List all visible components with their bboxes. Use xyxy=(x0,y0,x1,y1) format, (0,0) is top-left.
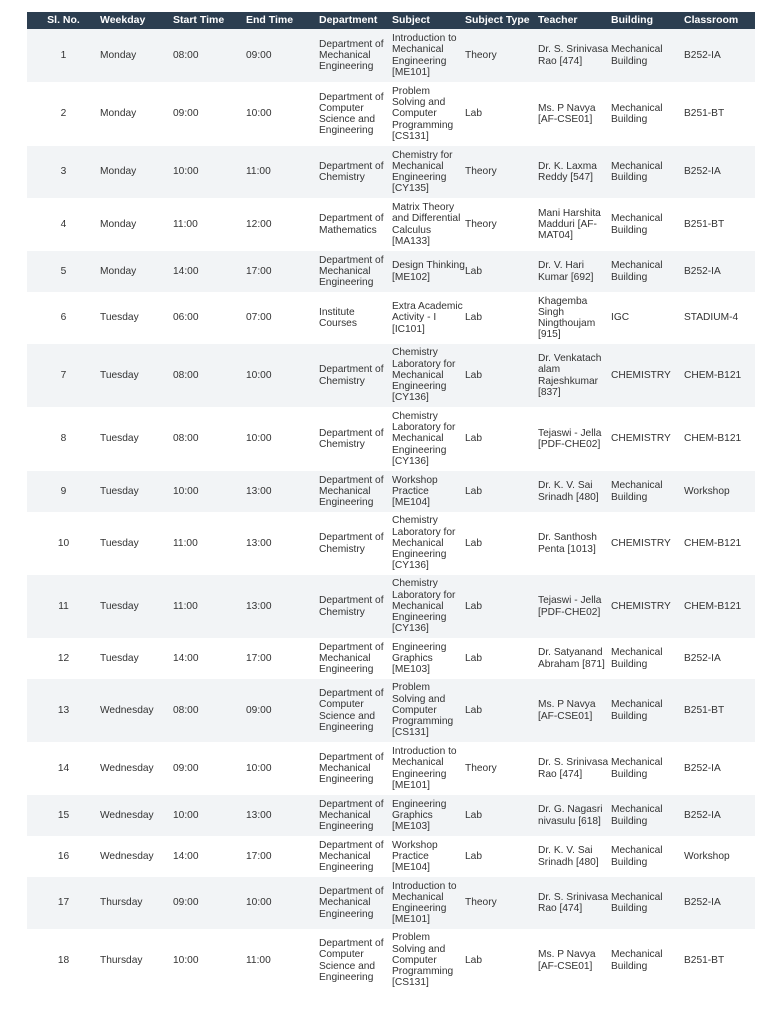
cell-start-time: 10:00 xyxy=(173,929,246,992)
cell-teacher: Dr. K. V. Sai Srinadh [480] xyxy=(538,836,611,877)
cell-subject: Workshop Practice [ME104] xyxy=(392,836,465,877)
cell-weekday: Wednesday xyxy=(100,742,173,795)
cell-teacher: Tejaswi - Jella [PDF-CHE02] xyxy=(538,575,611,638)
cell-classroom: B252-IA xyxy=(684,877,755,929)
cell-classroom: Workshop xyxy=(684,836,755,877)
cell-start-time: 10:00 xyxy=(173,795,246,836)
cell-start-time: 08:00 xyxy=(173,344,246,407)
cell-start-time: 09:00 xyxy=(173,82,246,146)
cell-start-time: 09:00 xyxy=(173,877,246,929)
cell-department: Department of Mechanical Engineering xyxy=(319,29,392,82)
header-department[interactable]: Department xyxy=(319,12,392,29)
cell-department: Department of Mechanical Engineering xyxy=(319,877,392,929)
cell-end-time: 10:00 xyxy=(246,82,319,146)
cell-sl-no: 13 xyxy=(27,679,100,742)
cell-department: Department of Mechanical Engineering xyxy=(319,836,392,877)
cell-sl-no: 16 xyxy=(27,836,100,877)
table-row xyxy=(27,198,755,251)
header-start-time[interactable]: Start Time xyxy=(173,12,246,29)
cell-end-time: 13:00 xyxy=(246,575,319,638)
cell-teacher: Dr. G. Nagasri nivasulu [618] xyxy=(538,795,611,836)
cell-subject-type: Lab xyxy=(465,512,538,575)
cell-classroom: B251-BT xyxy=(684,82,755,146)
cell-building: Mechanical Building xyxy=(611,877,684,929)
cell-department: Department of Chemistry xyxy=(319,512,392,575)
cell-building: Mechanical Building xyxy=(611,929,684,992)
cell-end-time: 11:00 xyxy=(246,929,319,992)
cell-sl-no: 15 xyxy=(27,795,100,836)
cell-sl-no: 4 xyxy=(27,198,100,251)
cell-teacher: Mani Harshita Madduri [AF-MAT04] xyxy=(538,198,611,251)
table-row xyxy=(27,836,755,877)
cell-subject-type: Lab xyxy=(465,638,538,679)
header-row xyxy=(27,12,755,29)
cell-sl-no: 2 xyxy=(27,82,100,146)
cell-start-time: 11:00 xyxy=(173,512,246,575)
cell-subject-type: Lab xyxy=(465,292,538,344)
cell-sl-no: 18 xyxy=(27,929,100,992)
cell-subject: Engineering Graphics [ME103] xyxy=(392,795,465,836)
cell-weekday: Wednesday xyxy=(100,679,173,742)
cell-start-time: 08:00 xyxy=(173,679,246,742)
cell-subject-type: Theory xyxy=(465,146,538,198)
cell-subject-type: Lab xyxy=(465,836,538,877)
cell-subject-type: Lab xyxy=(465,575,538,638)
cell-subject-type: Theory xyxy=(465,877,538,929)
cell-subject: Introduction to Mechanical Engineering [ME101] xyxy=(392,29,465,82)
table-row xyxy=(27,929,755,992)
cell-subject-type: Lab xyxy=(465,407,538,471)
table-row xyxy=(27,471,755,512)
cell-subject: Problem Solving and Computer Programming [CS131] xyxy=(392,82,465,146)
cell-subject-type: Lab xyxy=(465,471,538,512)
cell-subject-type: Lab xyxy=(465,251,538,292)
cell-building: Mechanical Building xyxy=(611,198,684,251)
cell-classroom: B251-BT xyxy=(684,679,755,742)
cell-teacher: Dr. K. Laxma Reddy [547] xyxy=(538,146,611,198)
table-row xyxy=(27,82,755,146)
table-row xyxy=(27,512,755,575)
table-row xyxy=(27,344,755,407)
table-row xyxy=(27,742,755,795)
header-classroom[interactable]: Classroom xyxy=(684,12,755,29)
cell-department: Department of Mechanical Engineering xyxy=(319,471,392,512)
cell-subject-type: Theory xyxy=(465,29,538,82)
cell-building: Mechanical Building xyxy=(611,471,684,512)
cell-subject: Introduction to Mechanical Engineering [ME101] xyxy=(392,877,465,929)
header-teacher[interactable]: Teacher xyxy=(538,12,611,29)
header-weekday[interactable]: Weekday xyxy=(100,12,173,29)
cell-weekday: Thursday xyxy=(100,877,173,929)
cell-subject-type: Theory xyxy=(465,742,538,795)
cell-end-time: 17:00 xyxy=(246,638,319,679)
header-subject-type[interactable]: Subject Type xyxy=(465,12,538,29)
cell-department: Department of Chemistry xyxy=(319,344,392,407)
header-sl-no[interactable]: Sl. No. xyxy=(27,12,100,29)
cell-start-time: 11:00 xyxy=(173,198,246,251)
cell-subject: Chemistry for Mechanical Engineering [CY135] xyxy=(392,146,465,198)
cell-department: Department of Computer Science and Engineering xyxy=(319,82,392,146)
cell-subject: Chemistry Laboratory for Mechanical Engineering [CY136] xyxy=(392,344,465,407)
cell-subject: Chemistry Laboratory for Mechanical Engineering [CY136] xyxy=(392,575,465,638)
cell-subject-type: Lab xyxy=(465,679,538,742)
cell-department: Department of Mechanical Engineering xyxy=(319,795,392,836)
cell-sl-no: 1 xyxy=(27,29,100,82)
cell-end-time: 11:00 xyxy=(246,146,319,198)
cell-end-time: 13:00 xyxy=(246,471,319,512)
cell-weekday: Tuesday xyxy=(100,471,173,512)
cell-weekday: Monday xyxy=(100,82,173,146)
cell-weekday: Tuesday xyxy=(100,638,173,679)
cell-weekday: Tuesday xyxy=(100,344,173,407)
cell-end-time: 10:00 xyxy=(246,344,319,407)
cell-end-time: 17:00 xyxy=(246,251,319,292)
cell-start-time: 09:00 xyxy=(173,742,246,795)
cell-classroom: Workshop xyxy=(684,471,755,512)
table-row xyxy=(27,679,755,742)
cell-start-time: 10:00 xyxy=(173,146,246,198)
cell-building: IGC xyxy=(611,292,684,344)
cell-department: Institute Courses xyxy=(319,292,392,344)
cell-subject: Chemistry Laboratory for Mechanical Engineering [CY136] xyxy=(392,407,465,471)
cell-classroom: B252-IA xyxy=(684,795,755,836)
cell-end-time: 17:00 xyxy=(246,836,319,877)
cell-building: Mechanical Building xyxy=(611,742,684,795)
cell-department: Department of Mechanical Engineering xyxy=(319,742,392,795)
cell-sl-no: 7 xyxy=(27,344,100,407)
cell-start-time: 14:00 xyxy=(173,251,246,292)
header-subject[interactable]: Subject xyxy=(392,12,465,29)
cell-subject: Introduction to Mechanical Engineering [ME101] xyxy=(392,742,465,795)
cell-classroom: B251-BT xyxy=(684,929,755,992)
cell-building: CHEMISTRY xyxy=(611,575,684,638)
cell-classroom: B252-IA xyxy=(684,251,755,292)
cell-department: Department of Chemistry xyxy=(319,407,392,471)
cell-teacher: Dr. Satyanand Abraham [871] xyxy=(538,638,611,679)
cell-teacher: Tejaswi - Jella [PDF-CHE02] xyxy=(538,407,611,471)
cell-weekday: Tuesday xyxy=(100,292,173,344)
cell-subject-type: Lab xyxy=(465,82,538,146)
cell-subject: Extra Academic Activity - I [IC101] xyxy=(392,292,465,344)
cell-subject-type: Lab xyxy=(465,344,538,407)
cell-weekday: Monday xyxy=(100,29,173,82)
cell-building: Mechanical Building xyxy=(611,795,684,836)
cell-teacher: Dr. K. V. Sai Srinadh [480] xyxy=(538,471,611,512)
table-row xyxy=(27,877,755,929)
cell-building: Mechanical Building xyxy=(611,146,684,198)
cell-start-time: 11:00 xyxy=(173,575,246,638)
cell-start-time: 14:00 xyxy=(173,836,246,877)
cell-start-time: 08:00 xyxy=(173,29,246,82)
cell-teacher: Dr. S. Srinivasa Rao [474] xyxy=(538,877,611,929)
cell-building: Mechanical Building xyxy=(611,29,684,82)
cell-weekday: Monday xyxy=(100,198,173,251)
cell-teacher: Dr. S. Srinivasa Rao [474] xyxy=(538,742,611,795)
cell-subject: Problem Solving and Computer Programming [CS131] xyxy=(392,679,465,742)
cell-weekday: Wednesday xyxy=(100,836,173,877)
cell-weekday: Tuesday xyxy=(100,575,173,638)
cell-teacher: Ms. P Navya [AF-CSE01] xyxy=(538,679,611,742)
cell-end-time: 13:00 xyxy=(246,512,319,575)
cell-classroom: B252-IA xyxy=(684,29,755,82)
cell-sl-no: 5 xyxy=(27,251,100,292)
cell-classroom: B252-IA xyxy=(684,742,755,795)
cell-weekday: Tuesday xyxy=(100,512,173,575)
cell-weekday: Wednesday xyxy=(100,795,173,836)
cell-teacher: Dr. V. Hari Kumar [692] xyxy=(538,251,611,292)
cell-classroom: CHEM-B121 xyxy=(684,344,755,407)
cell-sl-no: 6 xyxy=(27,292,100,344)
cell-end-time: 09:00 xyxy=(246,29,319,82)
cell-subject-type: Lab xyxy=(465,795,538,836)
cell-start-time: 10:00 xyxy=(173,471,246,512)
cell-subject: Chemistry Laboratory for Mechanical Engineering [CY136] xyxy=(392,512,465,575)
cell-classroom: B252-IA xyxy=(684,146,755,198)
cell-building: CHEMISTRY xyxy=(611,407,684,471)
cell-sl-no: 3 xyxy=(27,146,100,198)
cell-building: Mechanical Building xyxy=(611,82,684,146)
cell-sl-no: 11 xyxy=(27,575,100,638)
cell-subject: Matrix Theory and Differential Calculus [MA133] xyxy=(392,198,465,251)
cell-building: CHEMISTRY xyxy=(611,512,684,575)
cell-department: Department of Mechanical Engineering xyxy=(319,638,392,679)
table-row xyxy=(27,251,755,292)
cell-classroom: CHEM-B121 xyxy=(684,407,755,471)
cell-subject: Engineering Graphics [ME103] xyxy=(392,638,465,679)
table-body xyxy=(27,29,755,992)
timetable xyxy=(27,12,755,992)
cell-start-time: 08:00 xyxy=(173,407,246,471)
cell-end-time: 12:00 xyxy=(246,198,319,251)
cell-start-time: 06:00 xyxy=(173,292,246,344)
cell-subject-type: Lab xyxy=(465,929,538,992)
cell-subject: Problem Solving and Computer Programming [CS131] xyxy=(392,929,465,992)
table-row xyxy=(27,407,755,471)
cell-weekday: Tuesday xyxy=(100,407,173,471)
cell-teacher: Dr. S. Srinivasa Rao [474] xyxy=(538,29,611,82)
table-header xyxy=(27,12,755,29)
cell-sl-no: 17 xyxy=(27,877,100,929)
cell-teacher: Dr. Santhosh Penta [1013] xyxy=(538,512,611,575)
cell-end-time: 10:00 xyxy=(246,407,319,471)
table-row xyxy=(27,575,755,638)
cell-subject-type: Theory xyxy=(465,198,538,251)
table-row xyxy=(27,29,755,82)
cell-building: CHEMISTRY xyxy=(611,344,684,407)
cell-building: Mechanical Building xyxy=(611,638,684,679)
table-row xyxy=(27,795,755,836)
cell-building: Mechanical Building xyxy=(611,251,684,292)
cell-department: Department of Computer Science and Engineering xyxy=(319,929,392,992)
cell-sl-no: 12 xyxy=(27,638,100,679)
cell-end-time: 13:00 xyxy=(246,795,319,836)
cell-department: Department of Chemistry xyxy=(319,146,392,198)
cell-teacher: Khagemba Singh Ningthoujam [915] xyxy=(538,292,611,344)
cell-sl-no: 14 xyxy=(27,742,100,795)
cell-end-time: 09:00 xyxy=(246,679,319,742)
cell-weekday: Thursday xyxy=(100,929,173,992)
table-row xyxy=(27,146,755,198)
cell-end-time: 07:00 xyxy=(246,292,319,344)
cell-sl-no: 9 xyxy=(27,471,100,512)
header-end-time[interactable]: End Time xyxy=(246,12,319,29)
cell-department: Department of Chemistry xyxy=(319,575,392,638)
cell-start-time: 14:00 xyxy=(173,638,246,679)
cell-department: Department of Computer Science and Engineering xyxy=(319,679,392,742)
table-row xyxy=(27,292,755,344)
cell-building: Mechanical Building xyxy=(611,836,684,877)
cell-classroom: B252-IA xyxy=(684,638,755,679)
cell-end-time: 10:00 xyxy=(246,877,319,929)
cell-subject: Design Thinking [ME102] xyxy=(392,251,465,292)
cell-classroom: B251-BT xyxy=(684,198,755,251)
cell-department: Department of Mechanical Engineering xyxy=(319,251,392,292)
cell-weekday: Monday xyxy=(100,251,173,292)
cell-sl-no: 8 xyxy=(27,407,100,471)
cell-classroom: CHEM-B121 xyxy=(684,575,755,638)
cell-weekday: Monday xyxy=(100,146,173,198)
table-row xyxy=(27,638,755,679)
cell-classroom: CHEM-B121 xyxy=(684,512,755,575)
cell-end-time: 10:00 xyxy=(246,742,319,795)
cell-teacher: Dr. Venkatach alam Rajeshkumar [837] xyxy=(538,344,611,407)
timetable-container xyxy=(27,12,755,992)
cell-subject: Workshop Practice [ME104] xyxy=(392,471,465,512)
cell-sl-no: 10 xyxy=(27,512,100,575)
cell-teacher: Ms. P Navya [AF-CSE01] xyxy=(538,929,611,992)
cell-classroom: STADIUM-4 xyxy=(684,292,755,344)
cell-building: Mechanical Building xyxy=(611,679,684,742)
cell-department: Department of Mathematics xyxy=(319,198,392,251)
cell-teacher: Ms. P Navya [AF-CSE01] xyxy=(538,82,611,146)
header-building[interactable]: Building xyxy=(611,12,684,29)
